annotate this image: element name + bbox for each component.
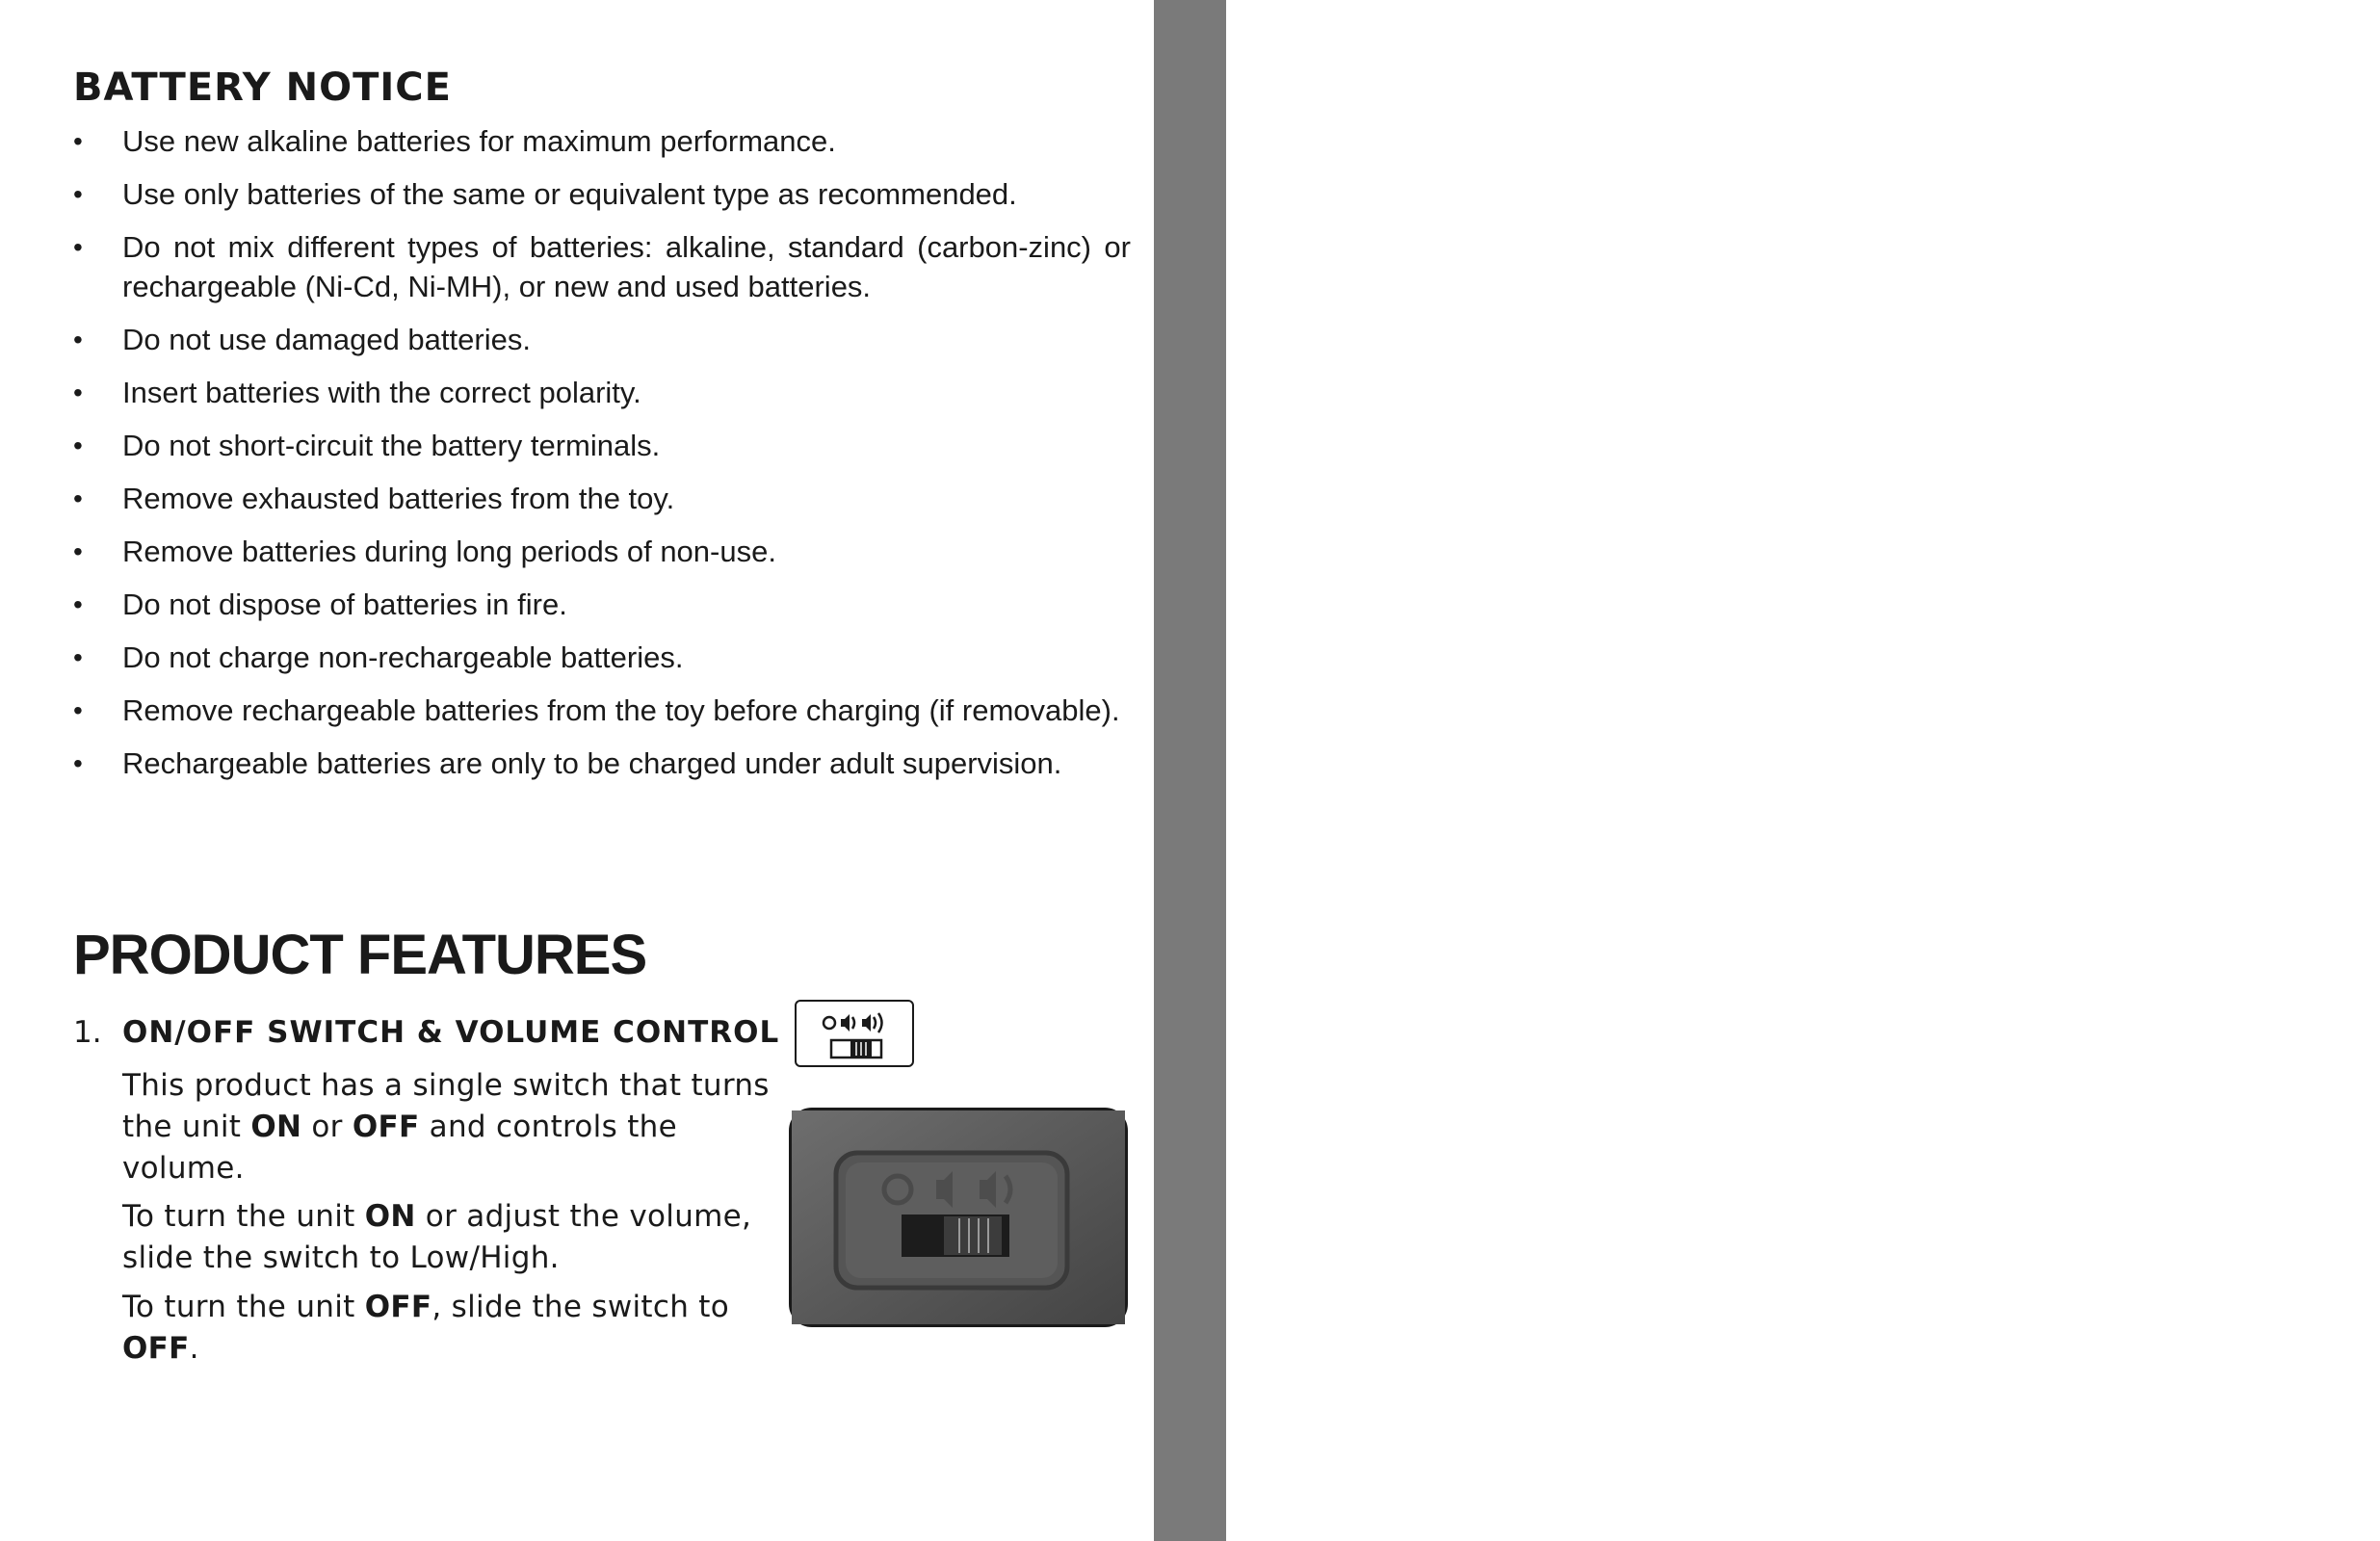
switch-photo <box>789 1108 1128 1327</box>
bullet-icon: • <box>73 325 83 354</box>
battery-notice-list <box>73 121 1131 797</box>
page-number: 4 <box>2336 1433 2352 1465</box>
bullet-icon: • <box>73 126 83 156</box>
feature-heading <box>73 1015 779 1050</box>
list-item: • Remove exhausted batteries from the toy. <box>73 479 1131 518</box>
bullet-icon: • <box>73 589 83 619</box>
bullet-icon: • <box>73 748 83 778</box>
bullet-icon: • <box>73 232 83 262</box>
list-item: • Remove batteries during long periods of non-use. <box>73 532 1131 571</box>
feature-title: ON/OFF SWITCH & VOLUME CONTROL <box>122 1015 780 1050</box>
list-item: • Use only batteries of the same or equivalent type as recommended. <box>73 174 1131 214</box>
side-tab-title: Product Features <box>2320 548 2367 897</box>
side-tab <box>1154 0 2367 1541</box>
bullet-icon: • <box>73 431 83 460</box>
bullet-icon: • <box>73 179 83 209</box>
bullet-icon: • <box>73 483 83 513</box>
switch-photo-graphic <box>792 1110 1125 1324</box>
switch-volume-icon <box>795 1000 914 1067</box>
switch-volume-icon-graphic <box>797 1002 912 1065</box>
list-item: • Do not dispose of batteries in fire. <box>73 585 1131 624</box>
feature-paragraph-1: This product has a single switch that turns the unit ON or OFF and controls the volume. <box>122 1068 770 1186</box>
bullet-icon: • <box>73 695 83 725</box>
product-features-title: PRODUCT FEATURES <box>73 924 647 986</box>
list-item: • Remove rechargeable batteries from the toy before charging (if removable). <box>73 691 1131 730</box>
feature-paragraph-2: To turn the unit ON or adjust the volume, slide the switch to Low/High. <box>122 1199 752 1275</box>
feature-number: 1. <box>73 1015 102 1050</box>
bullet-icon: • <box>73 378 83 407</box>
list-item: • Use new alkaline batteries for maximum performance. <box>73 121 1131 161</box>
list-item: • Rechargeable batteries are only to be charged under adult supervision. <box>73 744 1131 783</box>
bullet-icon: • <box>73 536 83 566</box>
list-item: • Do not short-circuit the battery terminals. <box>73 426 1131 465</box>
feature-paragraph-3: To turn the unit OFF, slide the switch to OFF. <box>122 1290 730 1366</box>
bullet-icon: • <box>73 642 83 672</box>
list-item: • Do not mix different types of batteries: alkaline, standard (carbon-zinc) or rechargeable (Ni-Cd, Ni-MH), or new and used batteries. <box>73 227 1131 306</box>
list-item: • Do not charge non-rechargeable batteries. <box>73 638 1131 677</box>
list-item: • Insert batteries with the correct polarity. <box>73 373 1131 412</box>
battery-notice-heading: BATTERY NOTICE <box>73 65 452 110</box>
list-item: • Do not use damaged batteries. <box>73 320 1131 359</box>
